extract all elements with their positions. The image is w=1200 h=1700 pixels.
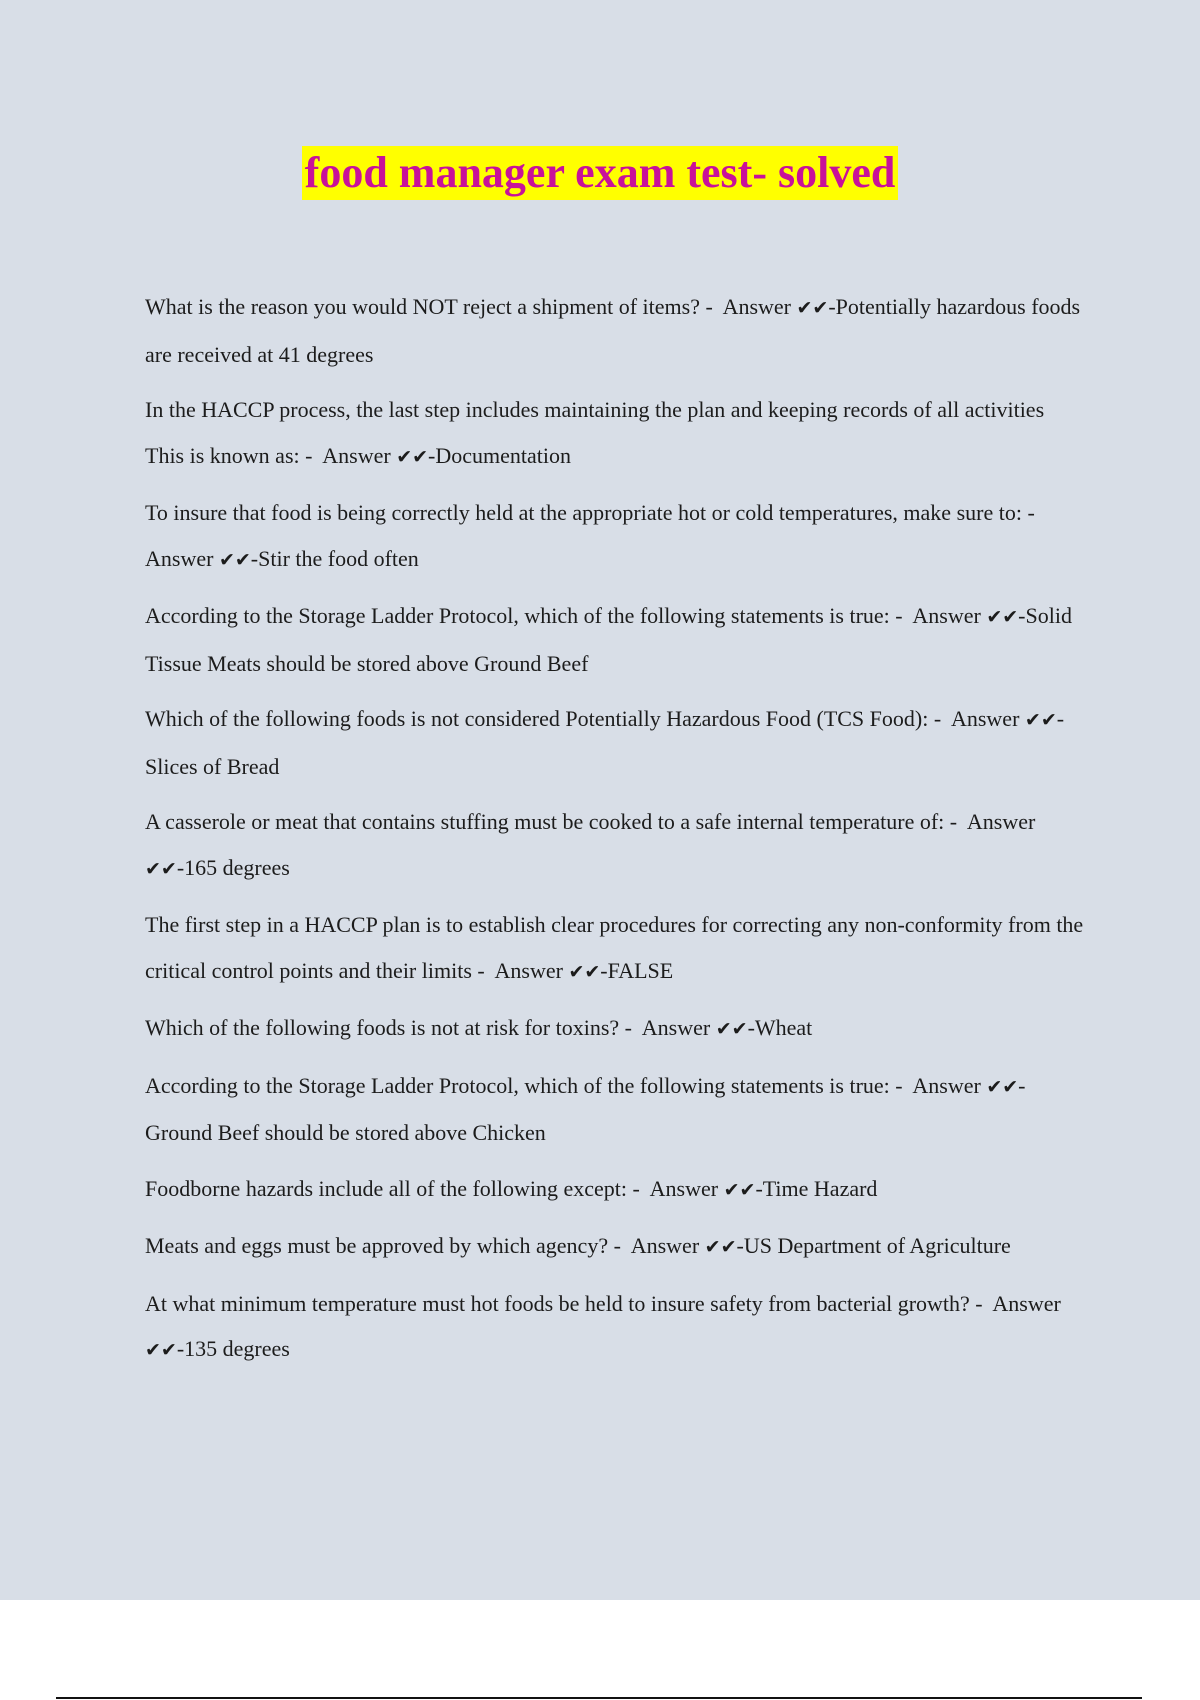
qa-item (145, 1063, 1085, 1156)
question-text: Which of the following foods is not at risk for toxins? - (145, 1015, 632, 1040)
answer-text: -US Department of Agriculture (736, 1233, 1011, 1258)
answer-label: Answer (494, 957, 563, 983)
answer-text: -Wheat (747, 1015, 813, 1040)
answer-text: -FALSE (600, 957, 674, 983)
qa-list (145, 284, 1085, 1384)
double-checkmark-icon: ✔✔ (715, 1018, 748, 1040)
double-checkmark-icon: ✔✔ (986, 606, 1019, 628)
title-container (0, 146, 1200, 200)
answer-label: Answer (966, 809, 1036, 834)
double-checkmark-icon: ✔✔ (396, 445, 429, 468)
answer-label: Answer (722, 294, 792, 319)
question-text: According to the Storage Ladder Protocol, which of the following statements is true: - (145, 1072, 903, 1098)
answer-label: Answer (641, 1015, 711, 1040)
double-checkmark-icon: ✔✔ (145, 1339, 177, 1361)
answer-text: -165 degrees (176, 854, 290, 880)
qa-item (145, 696, 1085, 789)
qa-item (145, 490, 1085, 583)
question-text: What is the reason you would NOT reject a shipment of items? - (145, 294, 713, 319)
answer-label: Answer (630, 1233, 700, 1258)
answer-label: Answer (912, 1072, 981, 1098)
double-checkmark-icon: ✔✔ (796, 297, 829, 319)
answer-label: Answer (992, 1290, 1061, 1316)
question-text: Which of the following foods is not considered Potentially Hazardous Food (TCS Food): - (145, 706, 942, 731)
double-checkmark-icon: ✔✔ (1024, 709, 1057, 731)
answer-text: -Potentially hazardous foods are received at 41 degrees (145, 294, 1081, 367)
answer-text: -Ground Beef should be stored above Chicken (145, 1072, 1026, 1145)
qa-item (145, 387, 1085, 480)
answer-text: -Time Hazard (755, 1175, 878, 1201)
question-text: The first step in a HACCP plan is to establish clear procedures for correcting any non-conformity from the critical control points and their limits - (145, 912, 1084, 983)
qa-item (145, 902, 1085, 995)
question-text: Foodborne hazards include all of the following except: - (145, 1175, 640, 1201)
double-checkmark-icon: ✔✔ (723, 1178, 756, 1201)
qa-item (145, 284, 1085, 377)
answer-label: Answer (912, 603, 981, 628)
footer-divider (56, 1697, 1142, 1699)
qa-item (145, 1005, 1085, 1053)
answer-label: Answer (322, 442, 391, 468)
answer-text: -Slices of Bread (145, 706, 1065, 779)
answer-label: Answer (950, 706, 1020, 731)
answer-text: -135 degrees (176, 1336, 290, 1361)
answer-text: -Documentation (428, 442, 571, 468)
qa-item (145, 1223, 1085, 1271)
double-checkmark-icon: ✔✔ (218, 548, 251, 571)
question-text: According to the Storage Ladder Protocol, which of the following statements is true: - (145, 603, 903, 628)
qa-item (145, 799, 1085, 892)
question-text: In the HACCP process, the last step includes maintaining the plan and keeping records of all activities This is known as: - (145, 397, 1045, 468)
double-checkmark-icon: ✔✔ (568, 960, 601, 983)
question-text: A casserole or meat that contains stuffing must be cooked to a safe internal temperature of: - (145, 809, 958, 834)
qa-item (145, 1166, 1085, 1214)
answer-text: -Stir the food often (250, 545, 419, 571)
answer-label: Answer (649, 1175, 719, 1201)
qa-item (145, 1281, 1085, 1374)
question-text: To insure that food is being correctly held at the appropriate hot or cold temperatures, make sure to: - (145, 500, 1035, 525)
question-text: At what minimum temperature must hot foods be held to insure safety from bacterial growth? - (145, 1290, 983, 1316)
page-title: food manager exam test- solved (302, 146, 899, 200)
question-text: Meats and eggs must be approved by which agency? - (145, 1233, 621, 1258)
answer-text: -Solid Tissue Meats should be stored above Ground Beef (145, 603, 1072, 676)
qa-item (145, 593, 1085, 686)
double-checkmark-icon: ✔✔ (704, 1236, 737, 1258)
answer-label: Answer (145, 545, 214, 571)
double-checkmark-icon: ✔✔ (145, 857, 177, 880)
double-checkmark-icon: ✔✔ (986, 1075, 1019, 1098)
